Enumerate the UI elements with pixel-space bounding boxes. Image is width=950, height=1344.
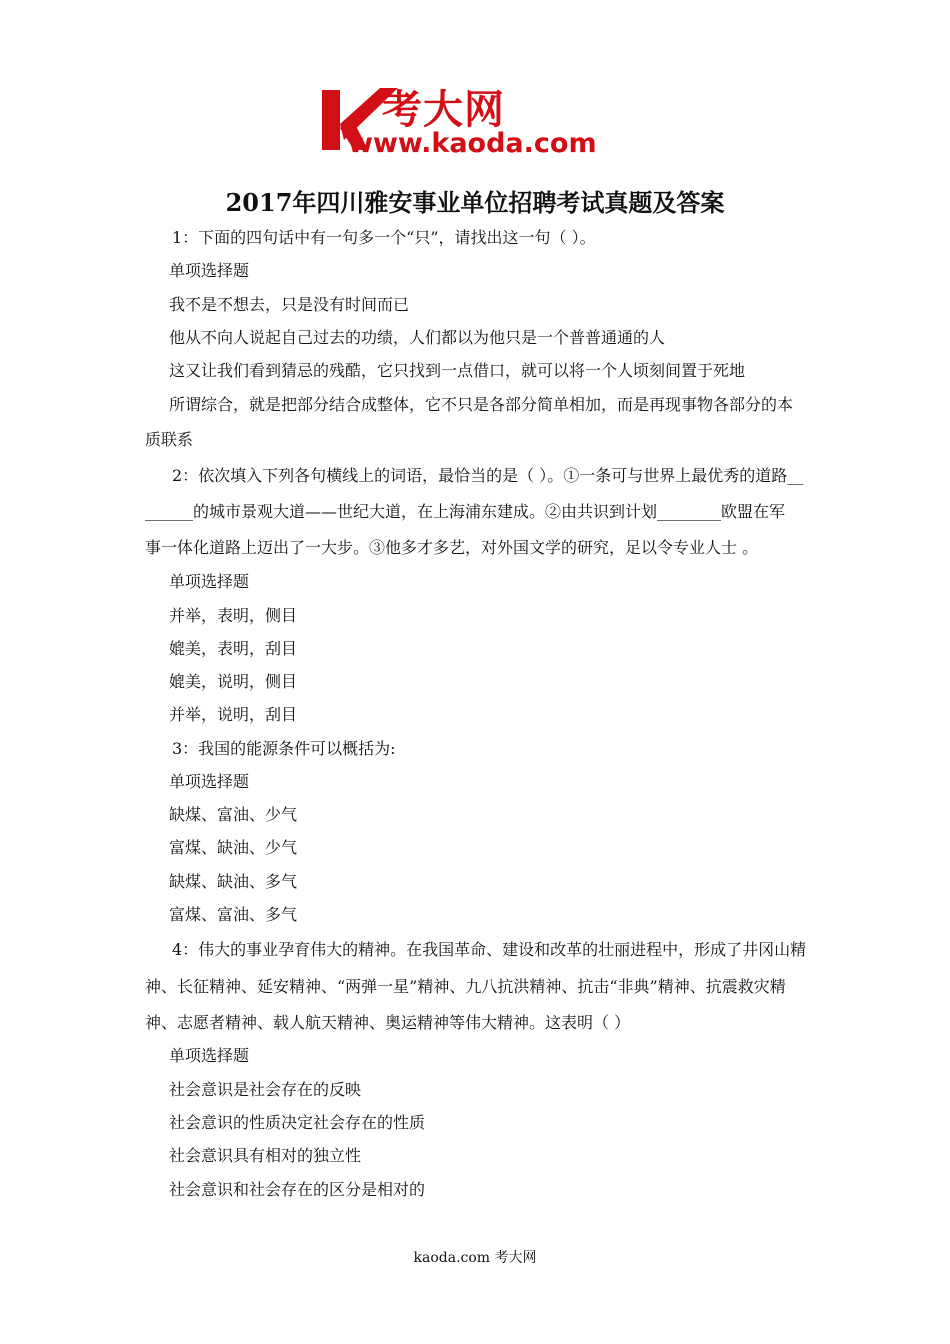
q1-option-3: 这又让我们看到猜忌的残酷，它只找到一点借口，就可以将一个人顷刻间置于死地 — [169, 361, 746, 380]
page-footer: kaoda.com 考大网 — [413, 1250, 537, 1266]
q3-type: 单项选择题 — [169, 772, 250, 791]
q1-type: 单项选择题 — [169, 261, 250, 280]
q1-option-4-cont: 质联系 — [145, 430, 194, 449]
q4-option-1: 社会意识是社会存在的反映 — [169, 1080, 362, 1099]
q4-stem-line-1: 4：伟大的事业孕育伟大的精神。在我国革命、建设和改革的壮丽进程中，形成了井冈山精 — [172, 940, 807, 959]
q1-option-4: 所谓综合，就是把部分结合成整体，它不只是各部分简单相加，而是再现事物各部分的本 — [169, 395, 794, 414]
q4-type: 单项选择题 — [169, 1046, 250, 1065]
q4-stem-line-2: 神、长征精神、延安精神、“两弹一星”精神、九八抗洪精神、抗击“非典”精神、抗震救灾精 — [145, 977, 786, 996]
q4-option-2: 社会意识的性质决定社会存在的性质 — [169, 1113, 426, 1132]
document-title: 2017年四川雅安事业单位招聘考试真题及答案 — [225, 188, 725, 217]
q2-stem-line-2: ______的城市景观大道——世纪大道，在上海浦东建成。②由共识到计划________欧盟在军 — [145, 502, 786, 521]
q2-option-4: 并举，说明，刮目 — [169, 705, 298, 724]
q3-stem: 3：我国的能源条件可以概括为: — [172, 739, 396, 758]
logo-chinese-text: 考大网 — [382, 87, 505, 133]
q3-option-1: 缺煤、富油、少气 — [169, 805, 298, 824]
q4-option-4: 社会意识和社会存在的区分是相对的 — [169, 1180, 426, 1199]
q2-type: 单项选择题 — [169, 572, 250, 591]
q2-option-2: 媲美，表明，刮目 — [169, 639, 298, 658]
q3-option-2: 富煤、缺油、少气 — [169, 838, 298, 857]
q3-option-4: 富煤、富油、多气 — [169, 905, 298, 924]
q2-option-3: 媲美，说明，侧目 — [169, 672, 298, 691]
q1-stem: 1：下面的四句话中有一句多一个“只”，请找出这一句（ ）。 — [172, 228, 596, 247]
q1-option-1: 我不是不想去，只是没有时间而已 — [169, 295, 410, 314]
logo-url-text: www.kaoda.com — [348, 128, 597, 159]
q2-option-1: 并举，表明，侧目 — [169, 606, 298, 625]
kaoda-logo — [318, 84, 638, 160]
q4-stem-line-3: 神、志愿者精神、载人航天精神、奥运精神等伟大精神。这表明（ ） — [145, 1013, 631, 1032]
q1-option-2: 他从不向人说起自己过去的功绩，人们都以为他只是一个普普通通的人 — [169, 328, 666, 347]
q2-stem-line-3: 事一体化道路上迈出了一大步。③他多才多艺，对外国文学的研究，足以令专业人士 。 — [145, 538, 759, 557]
q4-option-3: 社会意识具有相对的独立性 — [169, 1146, 362, 1165]
q2-stem-line-1: 2：依次填入下列各句横线上的词语，最恰当的是（ ）。①一条可与世界上最优秀的道路__ — [172, 466, 804, 485]
q3-option-3: 缺煤、缺油、多气 — [169, 872, 298, 891]
